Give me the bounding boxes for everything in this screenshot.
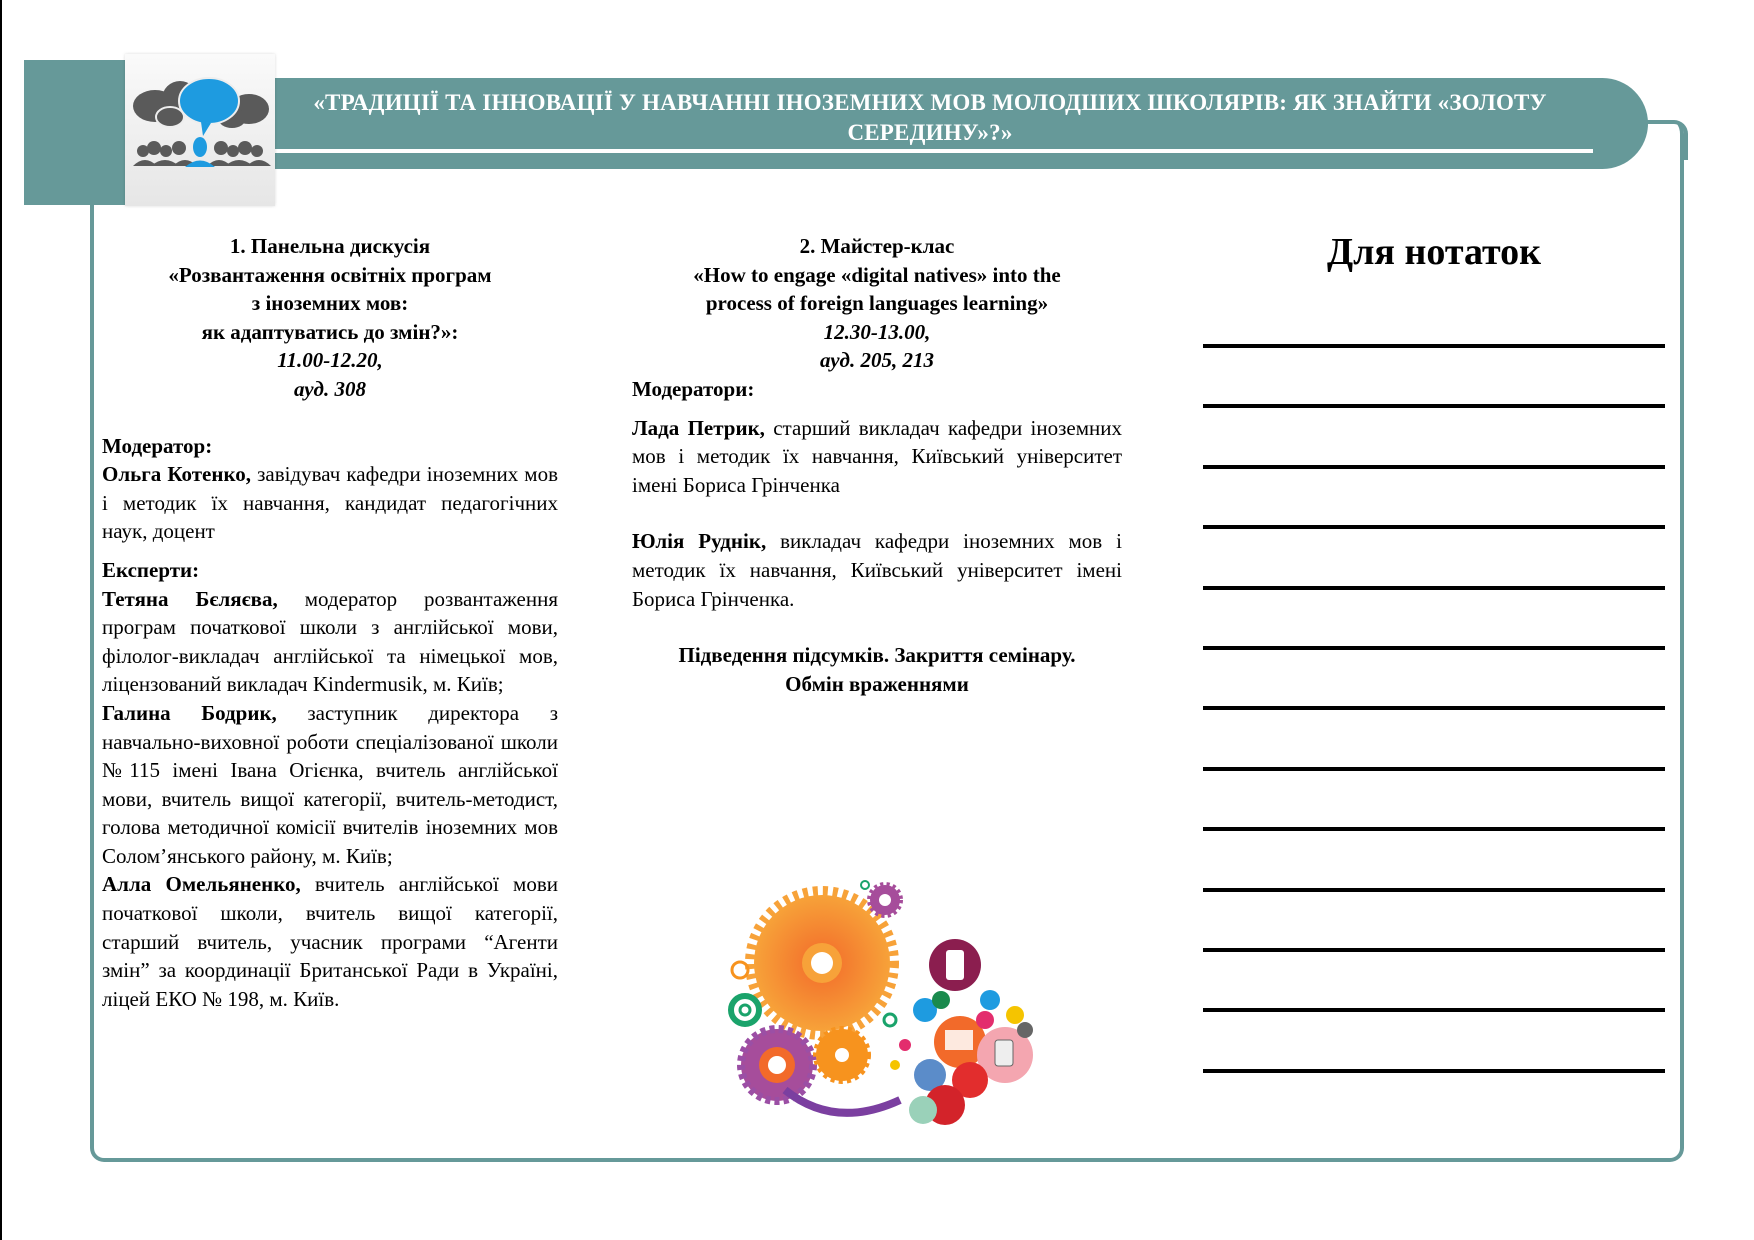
session-1-heading: 1. Панельна дискусія <box>229 234 431 258</box>
session-1-time: 11.00-12.20, <box>277 348 383 373</box>
session-2-room: ауд. 205, 213 <box>820 348 934 373</box>
expert-entry <box>102 585 558 699</box>
person-description: заступник директора з навчально-виховної роботи спеціалізованої школи №115 імені Івана Огієнка, вчитель англійської мови, вчитель вищої категорії, вчитель-методист, голова методичної комісії вчителів іноземних мов Солом’янського району, м. Київ; <box>102 700 558 868</box>
session-1-title-line: як адаптуватись до змін?»: <box>201 319 459 344</box>
session-2-title-line: «How to engage «digital natives» into the <box>693 262 1061 287</box>
note-line <box>1203 646 1665 650</box>
notes-title: Для нотаток <box>1326 231 1542 273</box>
session-1-title-line: «Розвантаження освітніх програм <box>168 262 492 287</box>
person-name: Тетяна Бєляєва, <box>102 586 278 611</box>
person-description: модератор розвантаження програм початкової школи з англійської мови, філолог-викладач англійської та німецької мов, ліцензований викладач Kindermusik, м. Київ; <box>102 586 558 697</box>
note-line <box>1203 1008 1665 1012</box>
person-name: Алла Омельяненко, <box>102 872 301 897</box>
person-description: викладач кафедри іноземних мов і методик їх навчання, Київський університет імені Бориса Грінченка. <box>632 529 1122 611</box>
note-line <box>1203 344 1665 348</box>
header-accent-block <box>24 60 128 205</box>
page-title: «ТРАДИЦІЇ ТА ІННОВАЦІЇ У НАВЧАННІ ІНОЗЕМНИХ МОВ МОЛОДШИХ ШКОЛЯРІВ: ЯК ЗНАЙТИ «ЗОЛОТУ СЕРЕДИНУ»?» <box>313 90 1547 145</box>
discussion-speech-bubbles-icon <box>125 54 275 206</box>
moderator-label: Модератор: <box>102 433 213 458</box>
session-2-heading: 2. Майстер-клас <box>799 234 955 258</box>
experts-label: Експерти: <box>102 557 200 582</box>
person-description: завідувач кафедри іноземних мов і методик їх навчання, кандидат педагогічних наук, доцент <box>102 462 558 544</box>
note-line <box>1203 948 1665 952</box>
note-line <box>1203 1069 1665 1073</box>
closing-line: Підведення підсумків. Закриття семінару. <box>678 643 1076 668</box>
note-line <box>1203 586 1665 590</box>
note-line <box>1203 404 1665 408</box>
note-line <box>1203 525 1665 529</box>
session-1 <box>102 232 558 1013</box>
person-description: старший викладач кафедри іноземних мов і методик їх навчання, Київський університет імені Бориса Грінченка <box>632 415 1122 497</box>
moderator-entry <box>632 527 1122 613</box>
person-name: Ольга Котенко, <box>102 462 252 487</box>
session-1-room: ауд. 308 <box>294 376 366 401</box>
note-line <box>1203 888 1665 892</box>
session-2-title-line: process of foreign languages learning» <box>705 291 1049 316</box>
closing-line: Обмін враженнями <box>785 671 969 696</box>
person-name: Юлія Руднік, <box>632 529 767 554</box>
note-line <box>1203 827 1665 831</box>
expert-entry <box>102 870 558 1013</box>
person-description: вчитель англійської мови початкової школи, вчитель вищої категорії, старший вчитель, учасник програми “Агенти змін” за координації Британської Ради в Україні, ліцей ЕКО № 198, м. Київ. <box>102 872 558 1011</box>
session-1-title-line: з іноземних мов: <box>251 291 409 316</box>
moderators-label: Модератори: <box>632 376 755 401</box>
note-line <box>1203 465 1665 469</box>
session-2-time: 12.30-13.00, <box>823 319 931 344</box>
gears-technology-icon <box>725 870 1045 1125</box>
note-line <box>1203 706 1665 710</box>
person-name: Галина Бодрик, <box>102 700 277 725</box>
moderator-entry <box>102 460 558 546</box>
expert-entry <box>102 699 558 871</box>
page-edge <box>0 0 2 1240</box>
session-2 <box>632 232 1122 698</box>
header-underline <box>270 149 1593 153</box>
moderator-entry <box>632 414 1122 500</box>
note-line <box>1203 767 1665 771</box>
person-name: Лада Петрик, <box>632 415 765 440</box>
